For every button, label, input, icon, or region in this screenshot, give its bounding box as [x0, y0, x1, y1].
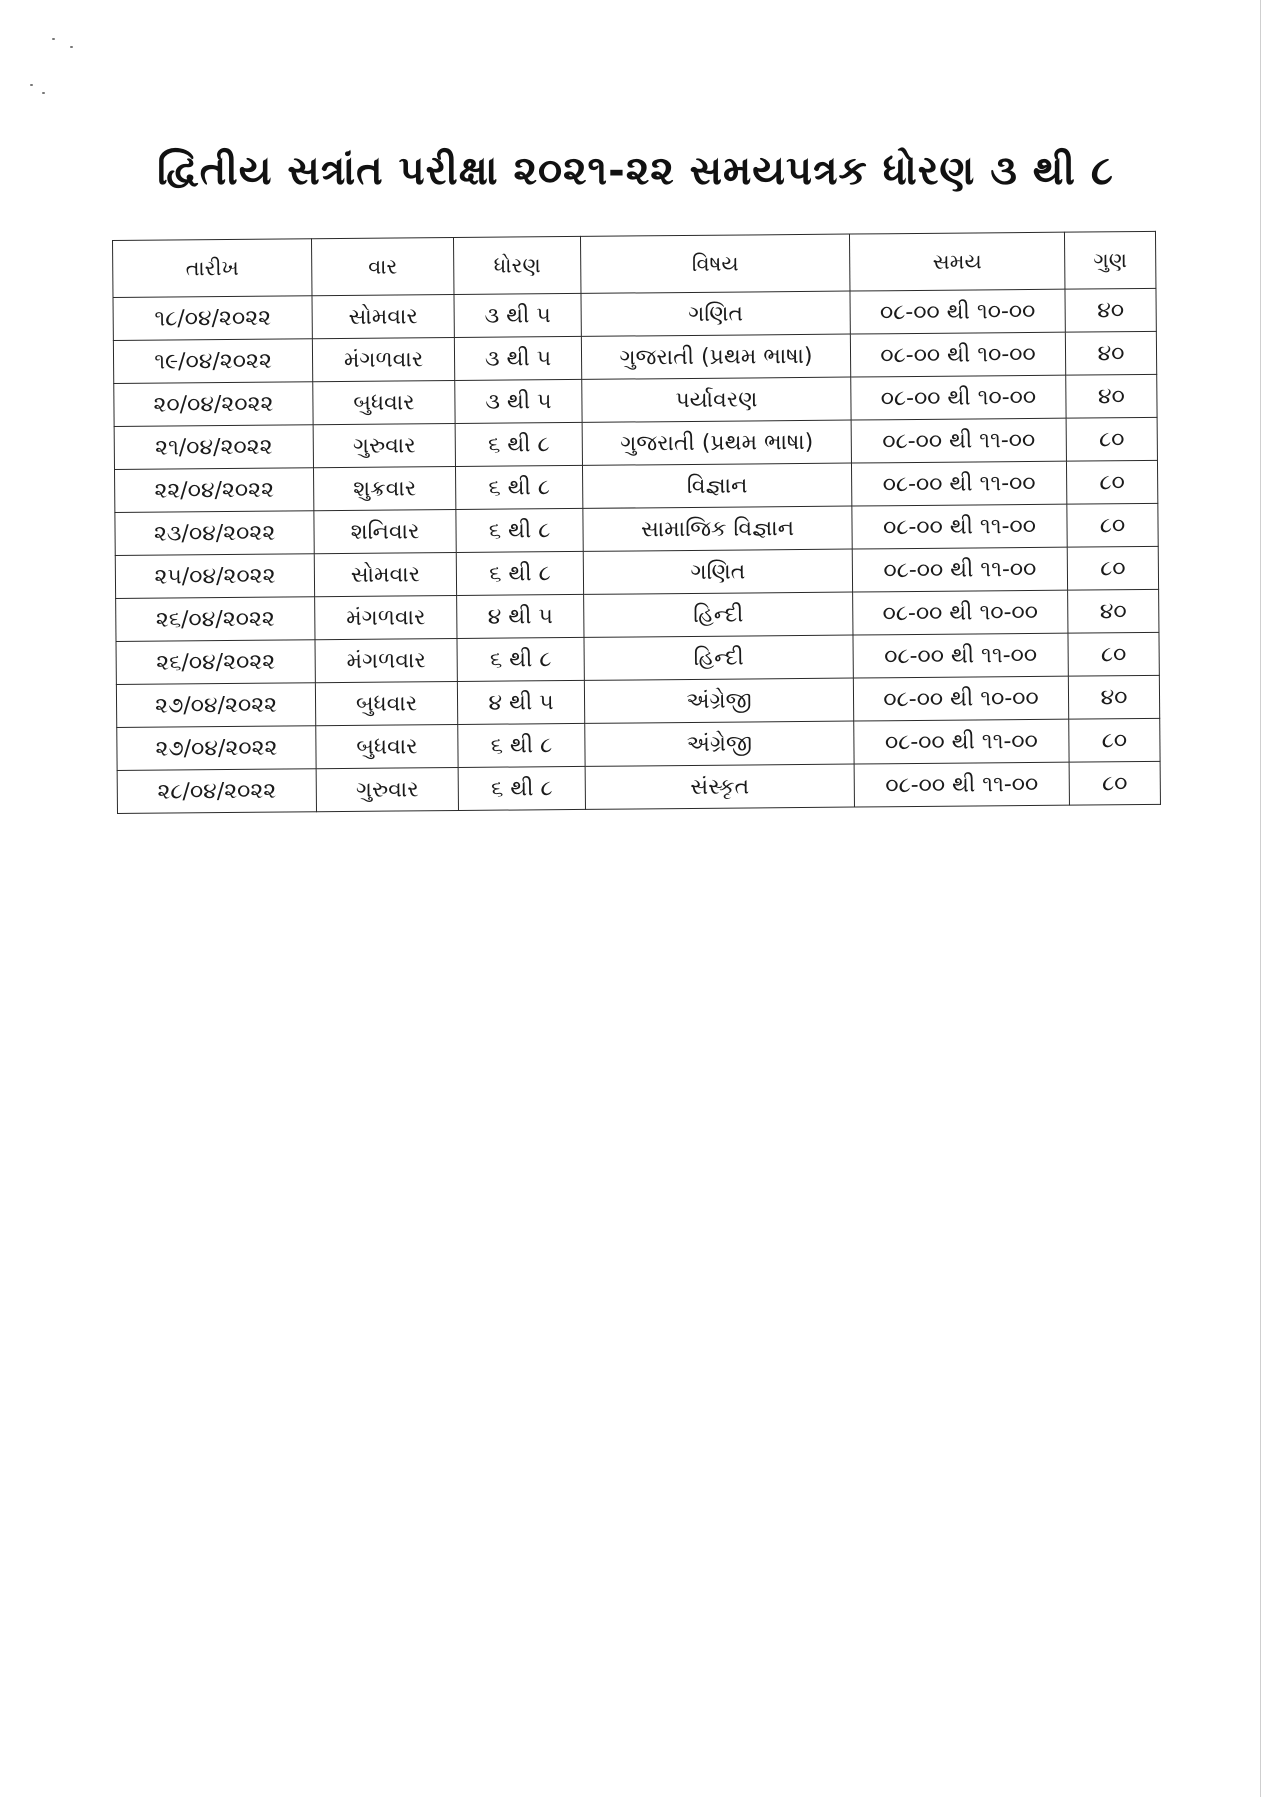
cell-day: શનિવાર	[314, 510, 456, 554]
cell-marks: ૪૦	[1065, 288, 1156, 332]
cell-subject: હિન્દી	[584, 592, 853, 637]
header-standard: ધોરણ	[453, 236, 580, 294]
header-subject: વિષય	[580, 234, 849, 293]
cell-day: સોમવાર	[314, 553, 456, 597]
cell-subject: ગુજરાતી (પ્રથમ ભાષા)	[581, 334, 850, 379]
cell-subject: સંસ્કૃત	[585, 764, 854, 809]
cell-time: ૦૮-૦૦ થી ૧૧-૦૦	[851, 461, 1066, 506]
header-marks: ગુણ	[1064, 231, 1155, 289]
cell-date: ૨૭/૦૪/૨૦૨૨	[116, 683, 315, 728]
cell-day: સોમવાર	[312, 295, 454, 339]
cell-marks: ૮૦	[1068, 632, 1159, 676]
cell-day: બુધવાર	[315, 682, 457, 726]
cell-marks: ૮૦	[1067, 546, 1158, 590]
cell-time: ૦૮-૦૦ થી ૧૧-૦૦	[852, 547, 1067, 592]
cell-day: બુધવાર	[313, 381, 455, 425]
cell-time: ૦૮-૦૦ થી ૧૧-૦૦	[852, 504, 1067, 549]
cell-time: ૦૮-૦૦ થી ૧૧-૦૦	[851, 418, 1066, 463]
cell-date: ૨૫/૦૪/૨૦૨૨	[115, 554, 314, 599]
cell-day: મંગળવાર	[312, 338, 454, 382]
cell-marks: ૪૦	[1068, 675, 1159, 719]
cell-time: ૦૮-૦૦ થી ૧૧-૦૦	[854, 719, 1069, 764]
cell-day: ગુરુવાર	[316, 767, 458, 811]
cell-subject: પર્યાવરણ	[582, 377, 851, 422]
scan-speck	[30, 84, 33, 86]
header-date: તારીખ	[113, 239, 312, 298]
cell-subject: અંગ્રેજી	[584, 678, 853, 723]
cell-marks: ૮૦	[1069, 761, 1160, 805]
cell-time: ૦૮-૦૦ થી ૧૦-૦૦	[850, 332, 1065, 377]
cell-date: ૨૧/૦૪/૨૦૨૨	[114, 425, 313, 470]
cell-marks: ૮૦	[1066, 417, 1157, 461]
cell-day: ગુરુવાર	[313, 424, 455, 468]
cell-day: શુક્રવાર	[313, 467, 455, 511]
cell-standard: ૬ થી ૮	[457, 637, 584, 681]
cell-subject: વિજ્ઞાન	[582, 463, 851, 508]
cell-date: ૧૮/૦૪/૨૦૨૨	[113, 296, 312, 341]
cell-time: ૦૮-૦૦ થી ૧૦-૦૦	[851, 375, 1066, 420]
cell-day: બુધવાર	[316, 725, 458, 769]
cell-time: ૦૮-૦૦ થી ૧૦-૦૦	[850, 289, 1065, 334]
cell-marks: ૮૦	[1066, 460, 1157, 504]
cell-date: ૨૬/૦૪/૨૦૨૨	[116, 597, 315, 642]
cell-subject: ગુજરાતી (પ્રથમ ભાષા)	[582, 420, 851, 465]
table-header-row	[113, 231, 1156, 297]
header-day: વાર	[311, 238, 453, 296]
cell-date: ૨૬/૦૪/૨૦૨૨	[116, 640, 315, 685]
header-time: સમય	[849, 232, 1064, 291]
cell-standard: ૪ થી ૫	[457, 594, 584, 638]
cell-date: ૨૦/૦૪/૨૦૨૨	[114, 382, 313, 427]
cell-date: ૨૨/૦૪/૨૦૨૨	[115, 468, 314, 513]
cell-day: મંગળવાર	[315, 596, 457, 640]
cell-standard: ૬ થી ૮	[455, 422, 582, 466]
cell-time: ૦૮-૦૦ થી ૧૦-૦૦	[853, 590, 1068, 635]
cell-date: ૧૯/૦૪/૨૦૨૨	[113, 339, 312, 384]
cell-marks: ૪૦	[1065, 331, 1156, 375]
exam-schedule-table	[112, 231, 1161, 814]
table-row	[117, 761, 1160, 813]
cell-subject: હિન્દી	[584, 635, 853, 680]
cell-subject: ગણિત	[583, 549, 852, 594]
cell-standard: ૬ થી ૮	[458, 766, 585, 810]
cell-subject: અંગ્રેજી	[585, 721, 854, 766]
cell-standard: ૬ થી ૮	[455, 465, 582, 509]
cell-marks: ૮૦	[1067, 503, 1158, 547]
cell-time: ૦૮-૦૦ થી ૧૧-૦૦	[854, 762, 1069, 807]
cell-date: ૨૩/૦૪/૨૦૨૨	[115, 511, 314, 556]
cell-standard: ૬ થી ૮	[458, 723, 585, 767]
cell-date: ૨૭/૦૪/૨૦૨૨	[117, 726, 316, 771]
cell-standard: ૪ થી ૫	[457, 680, 584, 724]
cell-standard: ૩ થી ૫	[454, 293, 581, 337]
page-edge	[1260, 0, 1261, 1797]
cell-subject: સામાજિક વિજ્ઞાન	[583, 506, 852, 551]
cell-marks: ૮૦	[1069, 718, 1160, 762]
scan-speck	[70, 46, 73, 48]
cell-time: ૦૮-૦૦ થી ૧૧-૦૦	[853, 633, 1068, 678]
cell-standard: ૬ થી ૮	[456, 508, 583, 552]
scan-speck	[42, 92, 45, 94]
cell-standard: ૩ થી ૫	[455, 379, 582, 423]
scan-speck	[52, 38, 55, 40]
page-title: દ્વિતીય સત્રાંત પરીક્ષા ૨૦૨૧-૨૨ સમયપત્રક ધોરણ ૩ થી ૮	[157, 148, 1114, 194]
cell-standard: ૬ થી ૮	[456, 551, 583, 595]
cell-date: ૨૮/૦૪/૨૦૨૨	[117, 769, 316, 814]
cell-time: ૦૮-૦૦ થી ૧૦-૦૦	[853, 676, 1068, 721]
cell-standard: ૩ થી ૫	[454, 336, 581, 380]
cell-marks: ૪૦	[1066, 374, 1157, 418]
cell-subject: ગણિત	[581, 291, 850, 336]
cell-marks: ૪૦	[1068, 589, 1159, 633]
cell-day: મંગળવાર	[315, 639, 457, 683]
